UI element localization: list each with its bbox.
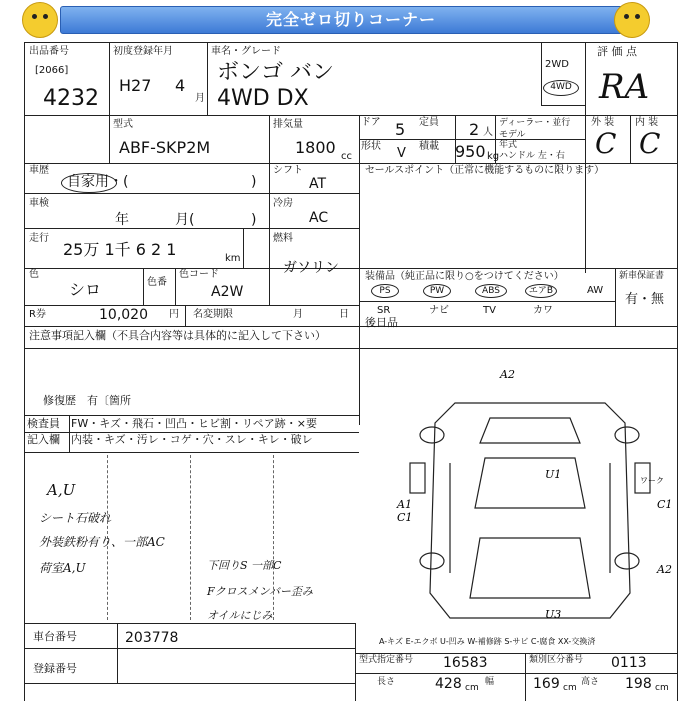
banner (0, 0, 700, 38)
capacity-unit: 人 (483, 127, 493, 138)
handle-label: ハンドル 左・右 (499, 151, 565, 161)
equip-airbag: エアB (525, 284, 557, 298)
inspection-label: 車検 (29, 198, 49, 209)
lot-number: 4232 (43, 86, 99, 111)
car-name: ボンゴ バン (217, 60, 334, 85)
mark-c1-right: C1 (657, 498, 673, 511)
warranty-label: 新車保証書 (619, 271, 665, 281)
sales-point-label: セールスポイント（正常に機能するものに限ります） (365, 165, 605, 176)
mark-a2-right: A2 (657, 563, 672, 576)
registration-month: 4 (175, 76, 186, 95)
note-1: A,U (47, 481, 76, 499)
aircon-label: 冷房 (273, 198, 293, 209)
repair-history: 修復歴 有〔箇所 (43, 394, 131, 407)
equip-abs: ABS (475, 284, 507, 298)
vehicle-no-label: 車台番号 (33, 630, 77, 643)
reg-no-label: 登録番号 (33, 662, 77, 675)
recycle-value: 10,020 (99, 307, 148, 323)
mark-a2-top: A2 (500, 368, 515, 381)
equip-sr: SR (377, 305, 391, 316)
equip-ps: PS (371, 284, 399, 298)
color-label: 色 (29, 269, 39, 280)
doors-label: ドア (361, 117, 381, 128)
shape-label: 形状 (361, 141, 381, 152)
warranty-value: 有・無 (625, 292, 665, 307)
fuel-value: ガソリン (283, 260, 339, 276)
equip-navi: ナビ (429, 305, 449, 316)
equip-aw: AW (587, 285, 604, 296)
registration-month-unit: 月 (195, 93, 205, 104)
damage-legend: A-キズ E-エクボ U-凹み W-補修跡 S-サビ C-腐食 XX-交換済 (379, 637, 596, 646)
notes-label: 注意事項記入欄（不具合内容等は具体的に記入して下さい） (29, 329, 326, 342)
equipment-label: 装備品（純正品に限り○をつけてください） (365, 271, 564, 282)
history-value: 自家用・( (67, 174, 129, 190)
under-note-2: Fクロスメンバー歪み (207, 585, 313, 598)
recycle-unit: 円 (169, 309, 179, 320)
name-change-day: 日 (339, 309, 349, 320)
recycle-label: R券 (29, 309, 46, 320)
inspector-label: 検査員 (27, 417, 60, 430)
equip-pw: PW (423, 284, 451, 298)
mark-u1: U1 (545, 468, 562, 481)
mascot-icon (22, 2, 58, 38)
lot-label: 出品番号 (29, 46, 69, 57)
displacement-label: 排気量 (273, 119, 303, 130)
length-unit: cm (465, 683, 479, 693)
model-label: 型式 (113, 119, 133, 130)
note-2: シート石破れ (39, 511, 112, 525)
equip-leather: カワ (533, 305, 553, 316)
mark-u3: U3 (545, 608, 562, 621)
load-label: 積載 (419, 141, 439, 152)
type-no-value: 16583 (443, 655, 488, 671)
inspector-row1: FW・キズ・飛石・凹凸・ヒビ割・リペア跡・×要 (71, 417, 317, 430)
lot-sub: [2066] (35, 65, 69, 76)
width-value: 169 (533, 676, 560, 692)
int-grade: C (639, 127, 661, 160)
displacement-value: 1800 (295, 138, 336, 157)
equip-tv: TV (483, 305, 496, 316)
banner-title: 完全ゼロ切りコーナー (60, 6, 642, 34)
mileage-label: 走行 (29, 233, 49, 244)
model-value: ABF-SKP2M (119, 138, 211, 157)
class-label: 類別区分番号 (529, 655, 584, 665)
inspection-close: ) (251, 212, 257, 228)
height-label: 高さ (581, 677, 600, 687)
drive-4wd: 4WD (543, 80, 579, 96)
model-year-label: モデル 年式 (499, 130, 526, 150)
shift-value: AT (309, 176, 327, 192)
inspection-year: 年 (115, 212, 129, 228)
grade-score: RA (599, 67, 650, 107)
doors-value: 5 (395, 120, 406, 139)
vehicle-no-value: 203778 (125, 630, 179, 646)
ext-grade: C (595, 127, 617, 160)
color-code-label: 色コード (179, 269, 219, 280)
name-change-label: 名変期限 (193, 309, 233, 320)
shape-value: V (397, 146, 406, 161)
under-note-1: 下回りS 一部C (207, 559, 282, 572)
note-4: 荷室A,U (39, 561, 86, 575)
car-damage-diagram (395, 363, 675, 633)
grade-label: 評 価 点 (597, 45, 637, 58)
car-label: 車名・グレード (211, 46, 281, 57)
capacity-label: 定員 (419, 117, 439, 128)
mark-work: ワーク (640, 476, 664, 485)
mileage-unit: km (225, 253, 241, 264)
height-unit: cm (655, 683, 669, 693)
drive-2wd: 2WD (545, 59, 569, 70)
history-label: 車歴 (29, 165, 49, 176)
load-unit: kg (487, 151, 500, 162)
color-code: A2W (211, 284, 244, 300)
registration-label: 初度登録年月 (113, 46, 173, 57)
displacement-unit: cc (341, 151, 352, 162)
capacity-value: 2 (469, 120, 480, 139)
rear-label: 後日品 (365, 316, 398, 329)
load-value: 950 (455, 142, 486, 161)
mascot-icon (614, 2, 650, 38)
ext-label: 外 装 (591, 117, 615, 128)
shift-label: シフト (273, 165, 303, 176)
name-change-month: 月 (293, 309, 303, 320)
inspector-label2: 記入欄 (27, 433, 60, 446)
class-value: 0113 (611, 655, 647, 671)
length-label: 長さ (377, 677, 396, 687)
color-value: シロ (69, 280, 102, 299)
inspector-row2: 内装・キズ・汚レ・コゲ・穴・スレ・キレ・破レ (71, 433, 313, 446)
mileage-value: 25万 1千 6 2 1 (63, 240, 177, 259)
aircon-value: AC (309, 210, 329, 226)
int-label: 内 装 (635, 117, 659, 128)
car-grade: 4WD DX (217, 86, 309, 111)
dealer-label: ディーラー・並行 (499, 118, 571, 128)
height-value: 198 (625, 676, 652, 692)
mark-c1-left: C1 (397, 511, 413, 524)
inspection-month: 月( (175, 212, 195, 228)
color-num-label: 色番 (147, 277, 167, 288)
width-unit: cm (563, 683, 577, 693)
mark-a1: A1 (397, 498, 412, 511)
under-note-3: オイルにじみ (207, 609, 273, 622)
auction-sheet (24, 42, 678, 701)
note-3: 外装鉄粉有り、一部AC (39, 535, 165, 549)
width-label: 幅 (485, 677, 495, 687)
registration-era: H27 (119, 76, 152, 95)
fuel-label: 燃料 (273, 233, 293, 244)
type-no-label: 型式指定番号 (359, 655, 414, 665)
history-close: ) (251, 174, 257, 190)
length-value: 428 (435, 676, 462, 692)
